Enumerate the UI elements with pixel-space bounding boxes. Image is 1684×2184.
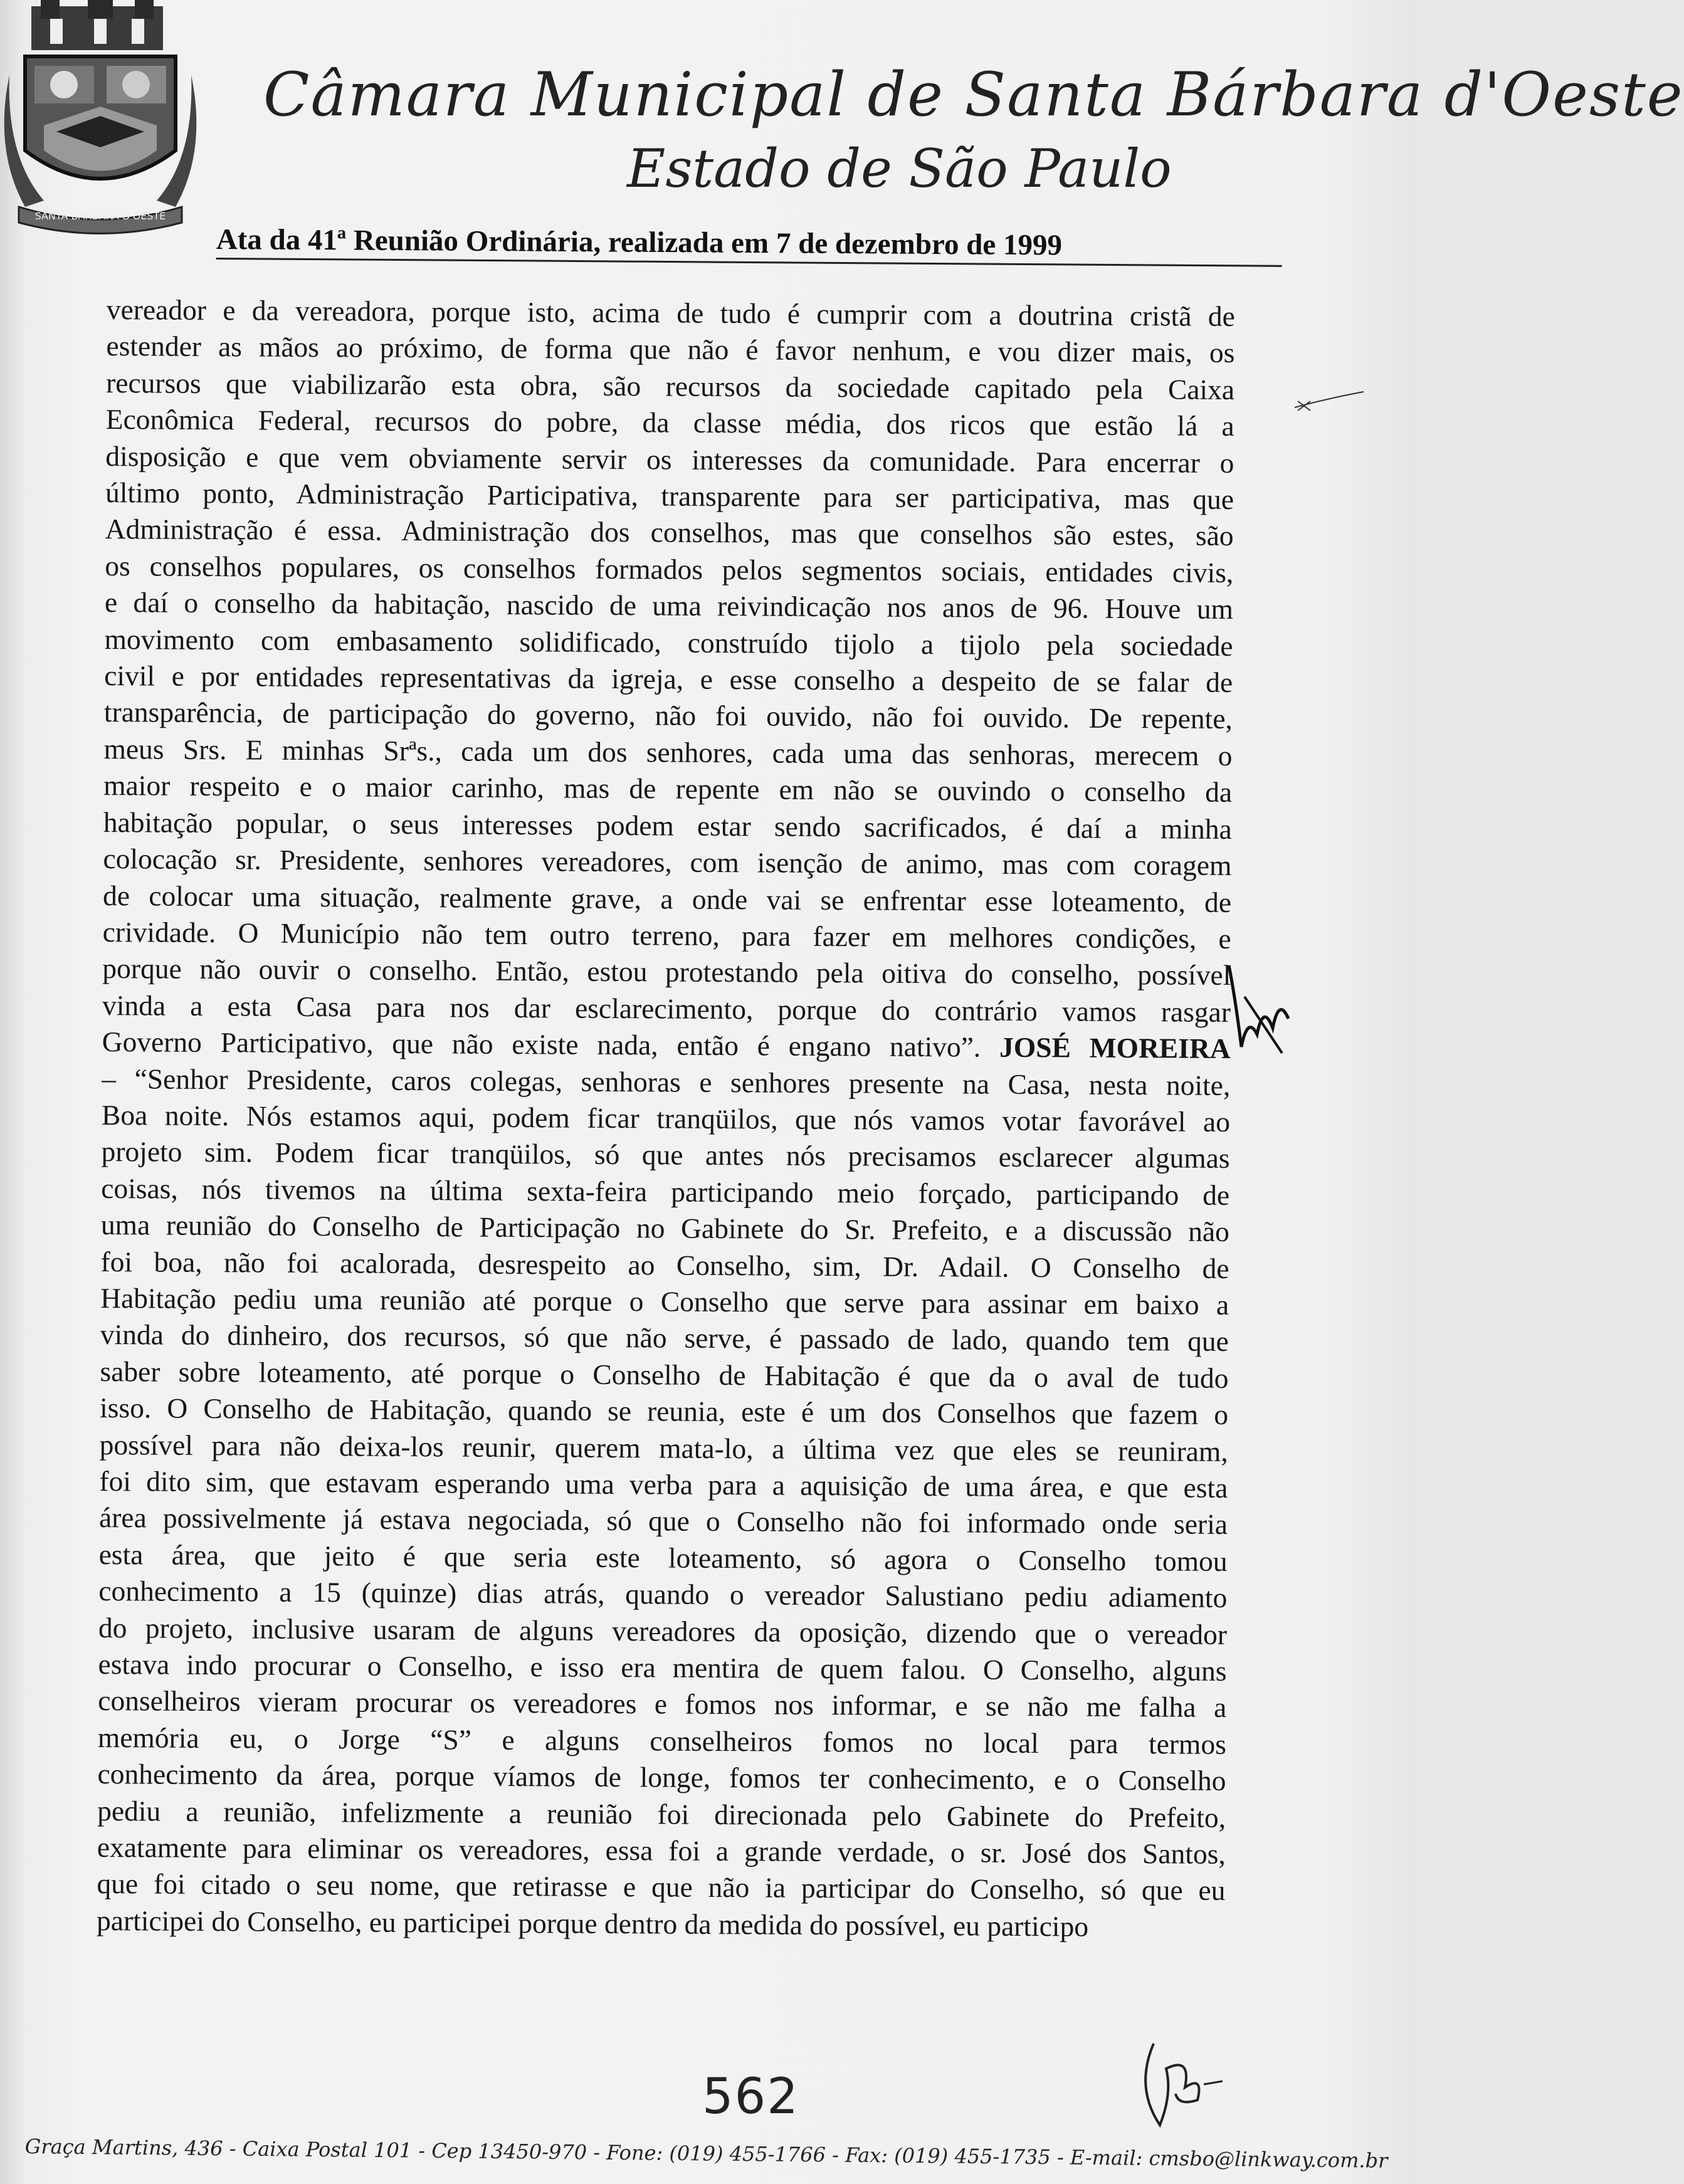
body-line: Habitação pediu uma reunião até porque o Conselho que serve para assinar em baixo a: [100, 1281, 1229, 1321]
body-line: do projeto, inclusive usaram de alguns vereadores da oposição, dizendo que o vereador: [98, 1611, 1228, 1651]
municipal-crest-icon: [6, 0, 194, 238]
body-line: foi boa, não foi acalorada, desrespeito ao Conselho, sim, Dr. Adail. O Conselho de: [100, 1245, 1229, 1284]
body-line: área possivelmente já estava negociada, só que o Conselho não foi informado onde seria: [98, 1501, 1228, 1541]
body-line: exatamente para eliminar os vereadores, essa foi a grande verdade, o sr. José dos Santos,: [97, 1831, 1226, 1871]
body-line: conhecimento a 15 (quinze) dias atrás, quando o vereador Salustiano pediu adiamento: [98, 1575, 1228, 1614]
svg-text:SANTA BÁRBARA D'OESTE: SANTA BÁRBARA D'OESTE: [34, 210, 166, 222]
body-line: foi dito sim, que estavam esperando uma verba para a aquisição de uma área, e que esta: [99, 1464, 1228, 1504]
signature-icon: [1223, 959, 1298, 1059]
body-line: vinda a esta Casa para nos dar esclarecimento, porque do contrário vamos rasgar: [102, 989, 1231, 1028]
state-name-heading: Estado de São Paulo: [627, 138, 1172, 199]
body-line: de colocar uma situação, realmente grave, a onde vai se enfrentar esse loteamento, de: [102, 879, 1232, 918]
body-line: esta área, que jeito é que seria este loteamento, só agora o Conselho tomou: [98, 1538, 1228, 1577]
body-line: estender as mãos ao próximo, de forma que não é favor nenhum, e vou dizer mais, os: [106, 330, 1235, 369]
body-line: projeto sim. Podem ficar tranqüilos, só que antes nós precisamos esclarecer algumas: [101, 1135, 1230, 1175]
body-line: Boa noite. Nós estamos aqui, podem ficar tranqüilos, que nós vamos votar favorável ao: [101, 1098, 1231, 1138]
body-line: isso. O Conselho de Habitação, quando se reunia, este é um dos Conselhos que fazem o: [99, 1392, 1229, 1431]
chamber-name-heading: Câmara Municipal de Santa Bárbara d'Oeste: [263, 60, 1684, 130]
body-line: participei do Conselho, eu participei porque dentro da medida do possível, eu participo: [96, 1904, 1089, 1943]
body-line: habitação popular, o seus interesses podem estar sendo sacrificados, é daí a minha: [103, 806, 1232, 845]
body-line: uma reunião do Conselho de Participação no Gabinete do Sr. Prefeito, e a discussão não: [100, 1209, 1230, 1248]
footer-address: Graça Martins, 436 - Caixa Postal 101 - Cep 13450-970 - Fone: (019) 455-1766 - Fax: (019) 455-1735 - E-mail: cmsbo@linkway.com.br: [24, 2134, 1388, 2173]
body-line: movimento com embasamento solidificado, construído tijolo a tijolo pela sociedade: [104, 622, 1233, 662]
body-line: meus Srs. E minhas Srªs., cada um dos senhores, cada uma das senhoras, merecem o: [103, 732, 1233, 772]
body-line: Econômica Federal, recursos do pobre, da classe média, dos ricos que estão lá a: [105, 403, 1234, 443]
body-line: crividade. O Município não tem outro terreno, para fazer em melhores condições, e: [102, 915, 1231, 955]
page-number: 562: [702, 2069, 799, 2125]
signature-icon: [1116, 2031, 1254, 2131]
body-line: vereador e da vereadora, porque isto, acima de tudo é cumprir com a doutrina cristã de: [106, 293, 1235, 332]
body-line: recursos que viabilizarão esta obra, são recursos da sociedade capitado pela Caixa: [105, 366, 1235, 406]
body-line: – “Senhor Presidente, caros colegas, senhoras e senhores presente na Casa, nesta noite,: [102, 1062, 1231, 1101]
body-line: Governo Participativo, que não existe nada, então é engano nativo”.: [102, 1026, 981, 1063]
body-line: civil e por entidades representativas da igreja, e esse conselho a despeito de se falar de: [104, 659, 1233, 699]
body-line: disposição e que vem obviamente servir os interesses da comunidade. Para encerrar o: [105, 439, 1234, 479]
body-line: que foi citado o seu nome, que retirasse e que não ia participar do Conselho, só que eu: [97, 1867, 1226, 1907]
body-line: maior respeito e o maior carinho, mas de repente em não se ouvindo o conselho da: [103, 769, 1233, 809]
margin-mark-icon: [1292, 382, 1367, 420]
body-line: e daí o conselho da habitação, nascido de uma reivindicação nos anos de 96. Houve um: [104, 586, 1234, 626]
body-line: porque não ouvir o conselho. Então, estou protestando pela oitiva do conselho, possível: [102, 952, 1231, 992]
body-line: pediu a reunião, infelizmente a reunião foi direcionada pelo Gabinete do Prefeito,: [97, 1794, 1226, 1834]
body-line: coisas, nós tivemos na última sexta-feira participando meio forçado, participando de: [101, 1172, 1230, 1211]
body-line: vinda do dinheiro, dos recursos, só que não serve, é passado de lado, quando tem que: [100, 1318, 1229, 1358]
speaker-name: JOSÉ MOREIRA: [999, 1031, 1231, 1065]
body-line: os conselhos populares, os conselhos formados pelos segmentos sociais, entidades civis,: [105, 549, 1234, 589]
body-line: memória eu, o Jorge “S” e alguns conselheiros fomos no local para termos: [97, 1721, 1227, 1760]
body-line: colocação sr. Presidente, senhores vereadores, com isenção de animo, mas com coragem: [103, 843, 1232, 882]
minutes-title: Ata da 41ª Reunião Ordinária, realizada em 7 de dezembro de 1999: [216, 223, 1282, 267]
body-line: conselheiros vieram procurar os vereadores e fomos nos informar, e se não me falha a: [98, 1684, 1227, 1724]
body-line: transparência, de participação do governo, não foi ouvido, não foi ouvido. De repente,: [103, 696, 1233, 735]
body-line-with-speaker: [102, 1024, 1231, 1067]
body-line: último ponto, Administração Participativa, transparente para ser participativa, mas que: [105, 476, 1234, 516]
body-line: Administração é essa. Administração dos conselhos, mas que conselhos são estes, são: [105, 513, 1234, 552]
body-line: saber sobre loteamento, até porque o Conselho de Habitação é que da o aval de tudo: [100, 1355, 1229, 1394]
body-line: estava indo procurar o Conselho, e isso era mentira de quem falou. O Conselho, alguns: [98, 1647, 1227, 1687]
minutes-body: [97, 291, 1235, 1946]
body-line: possível para não deixa-los reunir, querem mata-lo, a última vez que eles se reuniram,: [99, 1428, 1228, 1467]
body-line: conhecimento da área, porque víamos de longe, fomos ter conhecimento, e o Conselho: [97, 1758, 1226, 1797]
